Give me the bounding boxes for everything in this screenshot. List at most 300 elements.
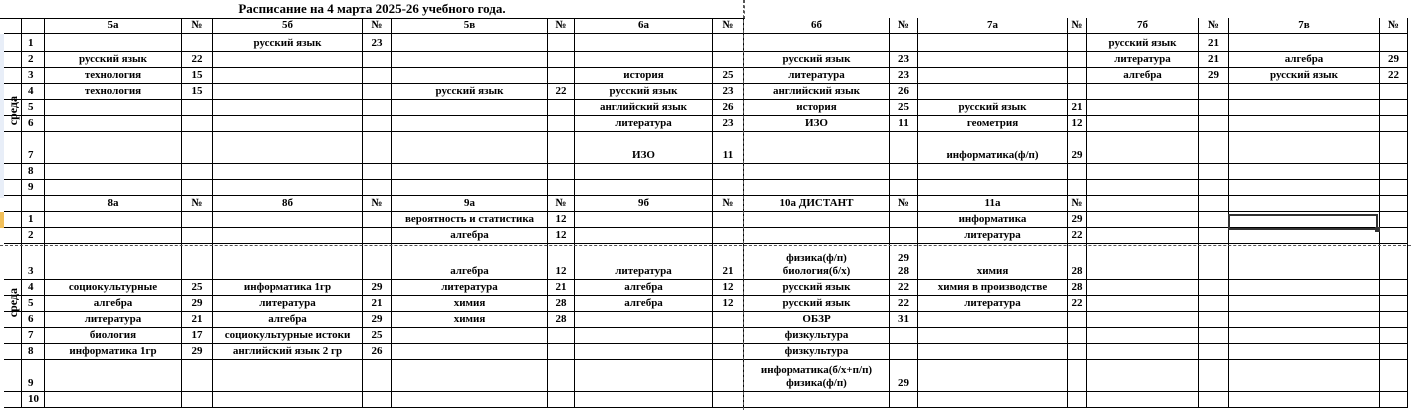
top-room-cell[interactable]: 26	[890, 84, 918, 100]
top-subject-cell[interactable]: технология	[45, 84, 182, 100]
bottom-subject-cell[interactable]	[45, 392, 182, 408]
top-subject-cell[interactable]	[575, 34, 713, 52]
bottom-room-cell[interactable]: 21	[713, 244, 744, 280]
bottom-lesson-number[interactable]: 10	[22, 392, 45, 408]
top-room-cell[interactable]	[548, 34, 575, 52]
top-room-cell[interactable]	[713, 34, 744, 52]
top-room-cell[interactable]	[182, 164, 213, 180]
bottom-room-cell[interactable]	[1068, 328, 1087, 344]
bottom-empty-cell[interactable]	[1380, 212, 1408, 228]
bottom-room-cell[interactable]	[363, 360, 392, 392]
top-subject-cell[interactable]	[45, 100, 182, 116]
top-room-header[interactable]: №	[548, 18, 575, 34]
bottom-subject-cell[interactable]	[392, 344, 548, 360]
top-subject-cell[interactable]	[392, 52, 548, 68]
top-subject-cell[interactable]	[744, 164, 890, 180]
top-subject-cell[interactable]	[1087, 100, 1199, 116]
bottom-room-cell[interactable]: 22	[1068, 228, 1087, 244]
bottom-room-cell[interactable]: 29	[363, 280, 392, 296]
bottom-header-spacer[interactable]	[4, 196, 22, 212]
top-subject-cell[interactable]: информатика(ф/п)	[918, 132, 1068, 164]
top-room-cell[interactable]: 25	[713, 68, 744, 84]
top-room-cell[interactable]	[890, 164, 918, 180]
bottom-subject-cell[interactable]	[45, 360, 182, 392]
bottom-subject-cell[interactable]	[575, 360, 713, 392]
top-room-cell[interactable]	[1199, 164, 1229, 180]
top-room-cell[interactable]: 23	[890, 52, 918, 68]
bottom-room-cell[interactable]	[548, 328, 575, 344]
bottom-subject-cell[interactable]: литература	[918, 228, 1068, 244]
bottom-room-cell[interactable]: 17	[182, 328, 213, 344]
bottom-empty-header[interactable]	[1380, 196, 1408, 212]
bottom-subject-cell[interactable]: физкультура	[744, 344, 890, 360]
top-room-cell[interactable]: 11	[713, 132, 744, 164]
top-room-cell[interactable]: 29	[1199, 68, 1229, 84]
bottom-empty-cell[interactable]	[1199, 344, 1229, 360]
bottom-empty-cell[interactable]	[1380, 344, 1408, 360]
bottom-subject-cell[interactable]	[575, 344, 713, 360]
top-subject-cell[interactable]	[45, 164, 182, 180]
bottom-empty-cell[interactable]	[1229, 392, 1380, 408]
bottom-lesson-number[interactable]: 1	[22, 212, 45, 228]
bottom-subject-cell[interactable]: алгебра	[575, 296, 713, 312]
top-room-cell[interactable]	[363, 52, 392, 68]
top-subject-cell[interactable]	[392, 132, 548, 164]
top-subject-cell[interactable]: геометрия	[918, 116, 1068, 132]
top-room-cell[interactable]: 22	[182, 52, 213, 68]
bottom-empty-header[interactable]	[1229, 196, 1380, 212]
bottom-subject-cell[interactable]	[575, 328, 713, 344]
top-subject-cell[interactable]	[1087, 116, 1199, 132]
bottom-subject-cell[interactable]	[918, 360, 1068, 392]
bottom-empty-cell[interactable]	[1087, 328, 1199, 344]
bottom-subject-cell[interactable]: физика(ф/п) биология(б/х)	[744, 244, 890, 280]
top-subject-cell[interactable]	[918, 52, 1068, 68]
top-room-cell[interactable]	[548, 164, 575, 180]
top-class-header[interactable]: 5б	[213, 18, 363, 34]
top-room-cell[interactable]	[1199, 84, 1229, 100]
top-subject-cell[interactable]	[45, 180, 182, 196]
top-subject-cell[interactable]	[575, 180, 713, 196]
bottom-subject-cell[interactable]	[45, 212, 182, 228]
bottom-empty-cell[interactable]	[1087, 280, 1199, 296]
top-room-cell[interactable]	[1068, 84, 1087, 100]
bottom-lesson-number[interactable]: 2	[22, 228, 45, 244]
bottom-subject-cell[interactable]	[392, 392, 548, 408]
bottom-subject-cell[interactable]: химия в производстве	[918, 280, 1068, 296]
bottom-empty-cell[interactable]	[1199, 392, 1229, 408]
bottom-subject-cell[interactable]	[213, 360, 363, 392]
bottom-room-cell[interactable]: 31	[890, 312, 918, 328]
top-subject-cell[interactable]	[744, 180, 890, 196]
top-room-cell[interactable]	[363, 84, 392, 100]
bottom-class-header[interactable]: 11а	[918, 196, 1068, 212]
top-subject-cell[interactable]	[1087, 132, 1199, 164]
top-lesson-number[interactable]: 5	[22, 100, 45, 116]
top-room-cell[interactable]	[363, 68, 392, 84]
bottom-day-cell[interactable]	[4, 228, 22, 244]
bottom-subject-cell[interactable]: литература	[392, 280, 548, 296]
bottom-empty-cell[interactable]	[1087, 312, 1199, 328]
bottom-empty-cell[interactable]	[1087, 228, 1199, 244]
bottom-empty-cell[interactable]	[1380, 328, 1408, 344]
bottom-room-cell[interactable]	[890, 392, 918, 408]
top-room-header[interactable]: №	[363, 18, 392, 34]
top-subject-cell[interactable]	[392, 116, 548, 132]
bottom-subject-cell[interactable]: биология	[45, 328, 182, 344]
top-subject-cell[interactable]: история	[575, 68, 713, 84]
top-lesson-number[interactable]: 9	[22, 180, 45, 196]
top-header-spacer[interactable]	[4, 18, 22, 34]
top-room-header[interactable]: №	[182, 18, 213, 34]
bottom-subject-cell[interactable]: социокультурные истоки	[213, 328, 363, 344]
bottom-room-cell[interactable]	[713, 360, 744, 392]
top-room-cell[interactable]: 26	[713, 100, 744, 116]
bottom-room-cell[interactable]: 21	[548, 280, 575, 296]
top-room-cell[interactable]	[548, 116, 575, 132]
top-room-cell[interactable]	[890, 180, 918, 196]
top-subject-cell[interactable]	[213, 164, 363, 180]
bottom-room-cell[interactable]: 21	[363, 296, 392, 312]
top-room-cell[interactable]	[548, 52, 575, 68]
bottom-room-cell[interactable]: 12	[713, 296, 744, 312]
bottom-room-cell[interactable]	[363, 228, 392, 244]
bottom-lesson-number[interactable]: 4	[22, 280, 45, 296]
bottom-subject-cell[interactable]	[744, 392, 890, 408]
bottom-day-cell[interactable]	[4, 328, 22, 344]
bottom-room-cell[interactable]: 29	[363, 312, 392, 328]
top-room-cell[interactable]	[182, 100, 213, 116]
bottom-room-cell[interactable]	[548, 392, 575, 408]
bottom-subject-cell[interactable]	[45, 228, 182, 244]
bottom-subject-cell[interactable]	[213, 228, 363, 244]
bottom-room-cell[interactable]: 12	[548, 244, 575, 280]
top-room-cell[interactable]: 29	[1068, 132, 1087, 164]
top-lesson-number[interactable]: 6	[22, 116, 45, 132]
top-subject-cell[interactable]	[213, 52, 363, 68]
top-room-cell[interactable]: 21	[1199, 52, 1229, 68]
top-room-cell[interactable]	[548, 68, 575, 84]
top-class-header[interactable]: 6а	[575, 18, 713, 34]
bottom-subject-cell[interactable]	[575, 312, 713, 328]
bottom-room-cell[interactable]	[363, 212, 392, 228]
top-subject-cell[interactable]: русский язык	[918, 100, 1068, 116]
top-subject-cell[interactable]	[1229, 84, 1380, 100]
top-subject-cell[interactable]: ИЗО	[575, 132, 713, 164]
bottom-subject-cell[interactable]: информатика(б/х+п/п) физика(ф/п)	[744, 360, 890, 392]
top-subject-cell[interactable]	[918, 68, 1068, 84]
bottom-lesson-number[interactable]: 7	[22, 328, 45, 344]
top-room-cell[interactable]	[182, 116, 213, 132]
bottom-empty-cell[interactable]	[1229, 228, 1380, 244]
bottom-subject-cell[interactable]: химия	[918, 244, 1068, 280]
bottom-room-header[interactable]: №	[713, 196, 744, 212]
bottom-day-cell[interactable]	[4, 212, 22, 228]
bottom-empty-cell[interactable]	[1229, 328, 1380, 344]
bottom-empty-cell[interactable]	[1229, 312, 1380, 328]
top-room-cell[interactable]: 11	[890, 116, 918, 132]
bottom-subject-cell[interactable]	[918, 328, 1068, 344]
top-subject-cell[interactable]: литература	[744, 68, 890, 84]
top-room-cell[interactable]	[1068, 180, 1087, 196]
top-room-cell[interactable]	[1380, 180, 1408, 196]
bottom-subject-cell[interactable]: литература	[918, 296, 1068, 312]
top-room-cell[interactable]: 21	[1068, 100, 1087, 116]
top-room-cell[interactable]	[548, 180, 575, 196]
top-room-cell[interactable]	[363, 180, 392, 196]
bottom-room-cell[interactable]	[890, 212, 918, 228]
bottom-empty-cell[interactable]	[1229, 280, 1380, 296]
top-room-header[interactable]: №	[1380, 18, 1408, 34]
bottom-subject-cell[interactable]: русский язык	[744, 280, 890, 296]
top-room-header[interactable]: №	[1199, 18, 1229, 34]
bottom-room-header[interactable]: №	[182, 196, 213, 212]
bottom-empty-cell[interactable]	[1229, 344, 1380, 360]
bottom-empty-cell[interactable]	[1199, 360, 1229, 392]
top-room-cell[interactable]: 29	[1380, 52, 1408, 68]
top-room-cell[interactable]	[1068, 164, 1087, 180]
bottom-empty-cell[interactable]	[1087, 296, 1199, 312]
top-subject-cell[interactable]	[1229, 116, 1380, 132]
bottom-room-cell[interactable]: 21	[182, 312, 213, 328]
top-subject-cell[interactable]	[392, 34, 548, 52]
bottom-subject-cell[interactable]	[213, 244, 363, 280]
bottom-subject-cell[interactable]: литература	[575, 244, 713, 280]
bottom-subject-cell[interactable]	[575, 228, 713, 244]
top-room-cell[interactable]	[363, 100, 392, 116]
bottom-subject-cell[interactable]	[918, 344, 1068, 360]
bottom-lesson-number[interactable]: 6	[22, 312, 45, 328]
top-subject-cell[interactable]: русский язык	[575, 84, 713, 100]
bottom-room-cell[interactable]: 26	[363, 344, 392, 360]
top-room-cell[interactable]	[713, 164, 744, 180]
top-subject-cell[interactable]: история	[744, 100, 890, 116]
bottom-subject-cell[interactable]	[575, 392, 713, 408]
bottom-empty-cell[interactable]	[1380, 312, 1408, 328]
bottom-room-cell[interactable]: 25	[182, 280, 213, 296]
top-class-header[interactable]: 7в	[1229, 18, 1380, 34]
top-class-header[interactable]: 7б	[1087, 18, 1199, 34]
top-subject-cell[interactable]	[744, 132, 890, 164]
bottom-empty-cell[interactable]	[1199, 280, 1229, 296]
top-subject-cell[interactable]	[213, 132, 363, 164]
bottom-empty-cell[interactable]	[1380, 360, 1408, 392]
bottom-empty-header[interactable]	[1087, 196, 1199, 212]
bottom-empty-cell[interactable]	[1087, 212, 1199, 228]
top-subject-cell[interactable]	[1087, 164, 1199, 180]
top-subject-cell[interactable]	[1229, 132, 1380, 164]
fill-handle[interactable]	[1375, 227, 1380, 232]
top-subject-cell[interactable]: алгебра	[1087, 68, 1199, 84]
bottom-subject-cell[interactable]: литература	[45, 312, 182, 328]
top-subject-cell[interactable]	[213, 100, 363, 116]
top-subject-cell[interactable]: технология	[45, 68, 182, 84]
bottom-empty-cell[interactable]	[1380, 228, 1408, 244]
top-room-cell[interactable]	[1380, 116, 1408, 132]
bottom-class-header[interactable]: 9а	[392, 196, 548, 212]
top-class-header[interactable]: 6б	[744, 18, 890, 34]
bottom-room-cell[interactable]: 29	[182, 344, 213, 360]
bottom-room-cell[interactable]	[713, 328, 744, 344]
top-room-cell[interactable]	[363, 116, 392, 132]
bottom-subject-cell[interactable]	[744, 228, 890, 244]
top-header-num-spacer[interactable]	[22, 18, 45, 34]
top-room-cell[interactable]	[1380, 100, 1408, 116]
bottom-room-cell[interactable]	[713, 312, 744, 328]
bottom-subject-cell[interactable]: алгебра	[575, 280, 713, 296]
bottom-subject-cell[interactable]: социокультурные	[45, 280, 182, 296]
top-day-cell[interactable]	[4, 52, 22, 68]
bottom-room-cell[interactable]: 22	[1068, 296, 1087, 312]
bottom-empty-cell[interactable]	[1199, 296, 1229, 312]
top-subject-cell[interactable]	[213, 116, 363, 132]
top-room-cell[interactable]	[713, 52, 744, 68]
bottom-room-cell[interactable]	[548, 344, 575, 360]
bottom-room-cell[interactable]	[1068, 392, 1087, 408]
bottom-empty-cell[interactable]	[1199, 212, 1229, 228]
bottom-lesson-number[interactable]: 8	[22, 344, 45, 360]
top-room-cell[interactable]: 23	[363, 34, 392, 52]
bottom-room-cell[interactable]: 12	[713, 280, 744, 296]
top-lesson-number[interactable]: 4	[22, 84, 45, 100]
bottom-empty-header[interactable]	[1199, 196, 1229, 212]
top-subject-cell[interactable]	[45, 116, 182, 132]
bottom-room-cell[interactable]	[713, 392, 744, 408]
bottom-room-cell[interactable]: 28	[548, 296, 575, 312]
top-subject-cell[interactable]: английский язык	[744, 84, 890, 100]
bottom-subject-cell[interactable]: информатика	[918, 212, 1068, 228]
bottom-lesson-number[interactable]: 9	[22, 360, 45, 392]
top-day-cell[interactable]	[4, 164, 22, 180]
bottom-subject-cell[interactable]: ОБЗР	[744, 312, 890, 328]
bottom-empty-cell[interactable]	[1199, 244, 1229, 280]
bottom-subject-cell[interactable]	[575, 212, 713, 228]
bottom-room-cell[interactable]	[548, 360, 575, 392]
top-room-cell[interactable]	[1199, 116, 1229, 132]
top-room-cell[interactable]: 15	[182, 68, 213, 84]
bottom-subject-cell[interactable]: вероятность и статистика	[392, 212, 548, 228]
bottom-room-header[interactable]: №	[363, 196, 392, 212]
bottom-room-cell[interactable]	[182, 392, 213, 408]
top-room-cell[interactable]: 23	[713, 116, 744, 132]
top-subject-cell[interactable]: английский язык	[575, 100, 713, 116]
bottom-room-cell[interactable]: 28	[1068, 280, 1087, 296]
bottom-empty-cell[interactable]	[1229, 360, 1380, 392]
top-subject-cell[interactable]: ИЗО	[744, 116, 890, 132]
bottom-room-cell[interactable]: 22	[890, 280, 918, 296]
top-subject-cell[interactable]	[1229, 34, 1380, 52]
bottom-class-header[interactable]: 8а	[45, 196, 182, 212]
bottom-subject-cell[interactable]	[918, 392, 1068, 408]
top-room-cell[interactable]	[1199, 180, 1229, 196]
top-day-cell[interactable]	[4, 68, 22, 84]
top-room-cell[interactable]	[1380, 132, 1408, 164]
selected-cell[interactable]	[1228, 214, 1378, 230]
top-room-cell[interactable]	[1380, 164, 1408, 180]
bottom-header-num-spacer[interactable]	[22, 196, 45, 212]
top-subject-cell[interactable]	[45, 34, 182, 52]
top-room-cell[interactable]	[1199, 132, 1229, 164]
bottom-subject-cell[interactable]	[918, 312, 1068, 328]
top-class-header[interactable]: 5в	[392, 18, 548, 34]
bottom-empty-cell[interactable]	[1380, 296, 1408, 312]
bottom-day-cell[interactable]	[4, 360, 22, 392]
bottom-room-cell[interactable]	[713, 228, 744, 244]
top-subject-cell[interactable]: русский язык	[213, 34, 363, 52]
top-room-cell[interactable]	[1380, 34, 1408, 52]
top-subject-cell[interactable]	[918, 34, 1068, 52]
top-room-cell[interactable]	[548, 132, 575, 164]
bottom-room-cell[interactable]	[1068, 360, 1087, 392]
bottom-empty-cell[interactable]	[1087, 244, 1199, 280]
top-subject-cell[interactable]	[213, 180, 363, 196]
bottom-subject-cell[interactable]	[45, 244, 182, 280]
bottom-empty-cell[interactable]	[1087, 392, 1199, 408]
bottom-empty-cell[interactable]	[1229, 296, 1380, 312]
top-room-cell[interactable]	[182, 180, 213, 196]
bottom-room-cell[interactable]	[890, 328, 918, 344]
bottom-subject-cell[interactable]: алгебра	[392, 228, 548, 244]
top-day-cell[interactable]	[4, 132, 22, 164]
bottom-room-cell[interactable]: 12	[548, 212, 575, 228]
bottom-empty-cell[interactable]	[1229, 244, 1380, 280]
top-subject-cell[interactable]	[45, 132, 182, 164]
top-room-cell[interactable]	[182, 132, 213, 164]
bottom-subject-cell[interactable]: алгебра	[213, 312, 363, 328]
top-room-cell[interactable]: 21	[1199, 34, 1229, 52]
top-lesson-number[interactable]: 3	[22, 68, 45, 84]
top-subject-cell[interactable]	[918, 84, 1068, 100]
bottom-room-cell[interactable]	[1068, 312, 1087, 328]
bottom-room-cell[interactable]: 22	[890, 296, 918, 312]
bottom-room-cell[interactable]	[890, 228, 918, 244]
top-room-cell[interactable]	[1199, 100, 1229, 116]
top-room-cell[interactable]	[548, 100, 575, 116]
top-room-cell[interactable]	[363, 164, 392, 180]
bottom-room-cell[interactable]: 29 28	[890, 244, 918, 280]
bottom-room-cell[interactable]	[363, 244, 392, 280]
bottom-day-cell[interactable]	[4, 392, 22, 408]
top-lesson-number[interactable]: 7	[22, 132, 45, 164]
top-room-cell[interactable]: 23	[890, 68, 918, 84]
top-day-cell[interactable]	[4, 180, 22, 196]
top-subject-cell[interactable]	[1229, 164, 1380, 180]
top-subject-cell[interactable]: русский язык	[392, 84, 548, 100]
top-subject-cell[interactable]	[213, 68, 363, 84]
top-subject-cell[interactable]	[213, 84, 363, 100]
bottom-room-cell[interactable]	[713, 344, 744, 360]
top-room-cell[interactable]: 23	[713, 84, 744, 100]
bottom-class-header[interactable]: 10а ДИСТАНТ	[744, 196, 890, 212]
bottom-empty-cell[interactable]	[1199, 312, 1229, 328]
bottom-room-cell[interactable]: 25	[363, 328, 392, 344]
top-room-cell[interactable]: 22	[1380, 68, 1408, 84]
bottom-lesson-number[interactable]: 3	[22, 244, 45, 280]
top-subject-cell[interactable]	[918, 164, 1068, 180]
bottom-room-cell[interactable]: 28	[548, 312, 575, 328]
bottom-empty-cell[interactable]	[1380, 244, 1408, 280]
top-subject-cell[interactable]: русский язык	[1229, 68, 1380, 84]
top-subject-cell[interactable]	[392, 100, 548, 116]
bottom-class-header[interactable]: 9б	[575, 196, 713, 212]
top-subject-cell[interactable]	[575, 52, 713, 68]
top-subject-cell[interactable]: русский язык	[1087, 34, 1199, 52]
top-subject-cell[interactable]	[918, 180, 1068, 196]
bottom-subject-cell[interactable]: информатика 1гр	[45, 344, 182, 360]
top-subject-cell[interactable]	[392, 180, 548, 196]
top-subject-cell[interactable]: алгебра	[1229, 52, 1380, 68]
bottom-room-cell[interactable]: 28	[1068, 244, 1087, 280]
